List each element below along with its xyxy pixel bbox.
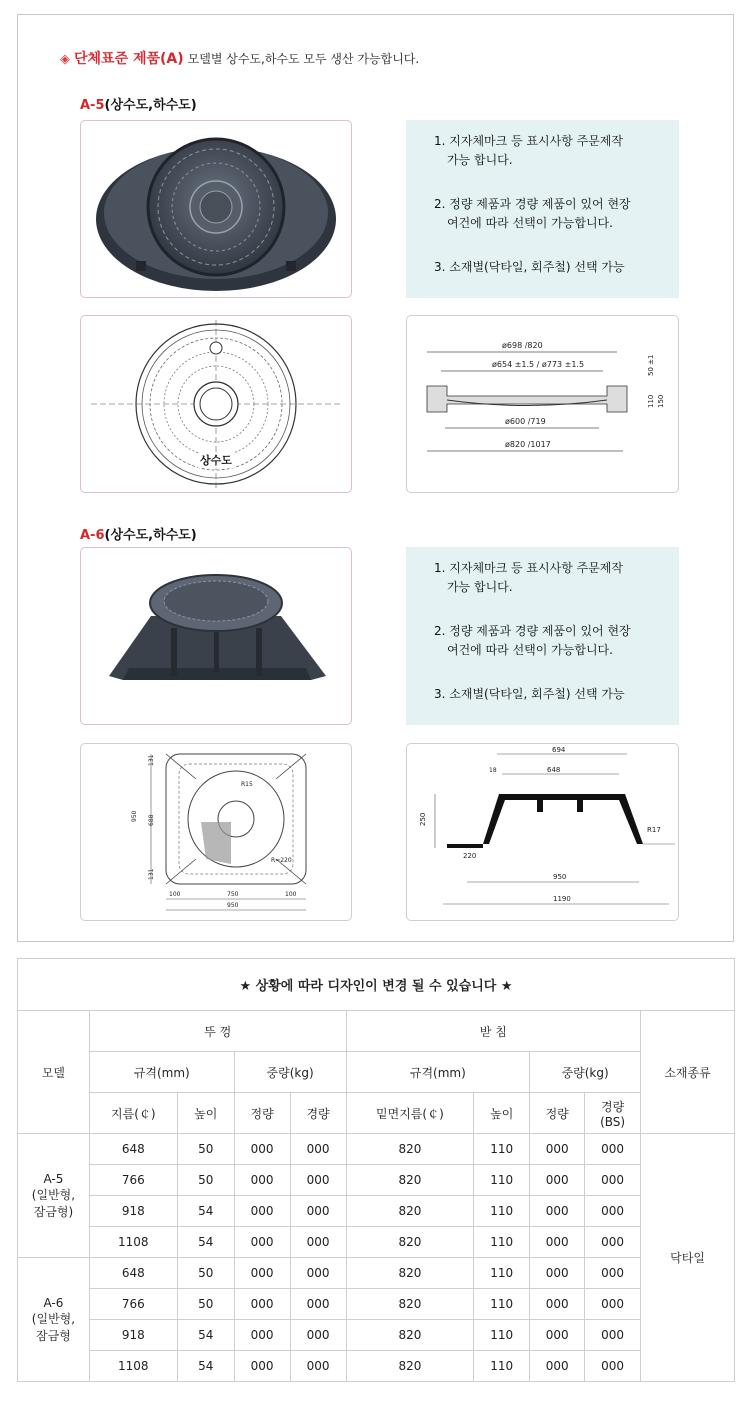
a6-section-view bbox=[406, 743, 679, 921]
a5-top-label: 상수도 bbox=[200, 454, 232, 467]
height-header: 높이 bbox=[177, 1093, 234, 1134]
a5-section-drawing bbox=[407, 316, 678, 492]
a6-title: A-6(상수도,하수도) bbox=[80, 528, 197, 543]
table-cell: 000 bbox=[585, 1351, 641, 1382]
table-cell: 000 bbox=[234, 1258, 290, 1289]
table-cell: 000 bbox=[290, 1196, 346, 1227]
table-cell: 110 bbox=[474, 1196, 530, 1227]
table-row bbox=[18, 1134, 735, 1165]
spec-table bbox=[17, 958, 735, 1382]
svg-text:950: 950 bbox=[553, 873, 567, 881]
spec-table-body bbox=[18, 1134, 735, 1382]
table-cell: 50 bbox=[177, 1289, 234, 1320]
table-cell: 110 bbox=[474, 1134, 530, 1165]
table-cell: 766 bbox=[89, 1165, 177, 1196]
seat-height-header: 높이 bbox=[474, 1093, 530, 1134]
table-cell: 000 bbox=[530, 1196, 585, 1227]
table-cell: 110 bbox=[474, 1165, 530, 1196]
a5-photo bbox=[80, 120, 352, 298]
table-cell: 54 bbox=[177, 1196, 234, 1227]
table-row bbox=[18, 1196, 735, 1227]
svg-text:R17: R17 bbox=[647, 826, 661, 834]
svg-text:50 ±1: 50 ±1 bbox=[647, 354, 655, 376]
table-cell: 918 bbox=[89, 1320, 177, 1351]
table-cell: 000 bbox=[530, 1134, 585, 1165]
a5-top-view-drawing bbox=[81, 316, 351, 492]
section-heading bbox=[60, 48, 419, 68]
heavy-header: 정량 bbox=[234, 1093, 290, 1134]
svg-text:750: 750 bbox=[227, 891, 239, 898]
table-cell: 110 bbox=[474, 1258, 530, 1289]
svg-text:110: 110 bbox=[647, 394, 655, 408]
col-model-header: 모델 bbox=[18, 1011, 90, 1134]
svg-text:694: 694 bbox=[552, 746, 566, 754]
svg-text:ø698 /820: ø698 /820 bbox=[502, 341, 543, 350]
seat-spec-header: 규격(mm) bbox=[346, 1052, 530, 1093]
table-cell: 000 bbox=[585, 1258, 641, 1289]
svg-text:18: 18 bbox=[489, 767, 497, 774]
table-cell: 000 bbox=[290, 1289, 346, 1320]
table-cell: 766 bbox=[89, 1289, 177, 1320]
a6-plan-view bbox=[80, 743, 352, 921]
table-cell: 918 bbox=[89, 1196, 177, 1227]
col-seat-header: 받 침 bbox=[346, 1011, 641, 1052]
table-cell: 000 bbox=[234, 1134, 290, 1165]
table-cell: 000 bbox=[290, 1165, 346, 1196]
svg-text:100: 100 bbox=[169, 891, 181, 898]
table-row bbox=[18, 1227, 735, 1258]
table-cell: 820 bbox=[346, 1227, 474, 1258]
table-cell: 000 bbox=[234, 1289, 290, 1320]
table-cell: 110 bbox=[474, 1289, 530, 1320]
table-row bbox=[18, 1165, 735, 1196]
light-header: 경량 bbox=[290, 1093, 346, 1134]
svg-text:ø654 ±1.5 / ø773 ±1.5: ø654 ±1.5 / ø773 ±1.5 bbox=[492, 360, 585, 369]
table-cell: 000 bbox=[290, 1134, 346, 1165]
model-cell: A-6 (일반형, 잠금형 bbox=[18, 1258, 90, 1382]
svg-text:1190: 1190 bbox=[553, 895, 571, 903]
table-cell: 000 bbox=[530, 1258, 585, 1289]
table-cell: 000 bbox=[585, 1196, 641, 1227]
table-cell: 000 bbox=[585, 1289, 641, 1320]
table-cell: 000 bbox=[585, 1134, 641, 1165]
svg-text:648: 648 bbox=[547, 766, 561, 774]
table-cell: 000 bbox=[585, 1165, 641, 1196]
a5-notes: 1. 지자체마크 등 표시사항 주문제작 가능 합니다. 2. 정량 제품과 경량 제품이 있어 현장 여건에 따라 선택이 가능합니다. 3. 소재별(닥타일, 회주철) 선택 가능 bbox=[406, 120, 679, 298]
svg-text:950: 950 bbox=[227, 902, 239, 909]
seat-heavy-header: 정량 bbox=[530, 1093, 585, 1134]
svg-text:950: 950 bbox=[131, 810, 138, 822]
table-cell: 110 bbox=[474, 1351, 530, 1382]
col-cover-header: 뚜 껑 bbox=[89, 1011, 346, 1052]
table-cell: 54 bbox=[177, 1320, 234, 1351]
svg-text:131: 131 bbox=[148, 754, 155, 766]
table-cell: 50 bbox=[177, 1134, 234, 1165]
diameter-header: 지름(￠) bbox=[89, 1093, 177, 1134]
a5-title: A-5(상수도,하수도) bbox=[80, 98, 197, 113]
table-cell: 000 bbox=[530, 1289, 585, 1320]
col-material-header: 소재종류 bbox=[641, 1011, 735, 1134]
table-cell: 000 bbox=[234, 1351, 290, 1382]
spec-table-wrapper bbox=[17, 958, 735, 1382]
heading-title: 단체표준 제품(A) bbox=[74, 51, 184, 67]
table-cell: 820 bbox=[346, 1320, 474, 1351]
table-row bbox=[18, 1258, 735, 1289]
table-cell: 1108 bbox=[89, 1227, 177, 1258]
a6-plan-drawing bbox=[81, 744, 351, 920]
heading-description: 모델별 상수도,하수도 모두 생산 가능합니다. bbox=[187, 52, 420, 66]
table-cell: 820 bbox=[346, 1258, 474, 1289]
table-cell: 000 bbox=[530, 1227, 585, 1258]
table-cell: 000 bbox=[290, 1227, 346, 1258]
table-cell: 820 bbox=[346, 1351, 474, 1382]
table-row bbox=[18, 1320, 735, 1351]
table-row bbox=[18, 1351, 735, 1382]
table-cell: 000 bbox=[585, 1320, 641, 1351]
table-cell: 54 bbox=[177, 1351, 234, 1382]
table-cell: 1108 bbox=[89, 1351, 177, 1382]
svg-text:ø600 /719: ø600 /719 bbox=[505, 417, 546, 426]
a6-section-drawing bbox=[407, 744, 678, 920]
table-cell: 000 bbox=[290, 1258, 346, 1289]
table-cell: 820 bbox=[346, 1165, 474, 1196]
table-cell: 50 bbox=[177, 1258, 234, 1289]
svg-text:R15: R15 bbox=[241, 781, 253, 788]
svg-text:R=220: R=220 bbox=[271, 857, 292, 864]
table-cell: 820 bbox=[346, 1289, 474, 1320]
table-row bbox=[18, 1289, 735, 1320]
base-diameter-header: 밑면지름(￠) bbox=[346, 1093, 474, 1134]
table-cell: 000 bbox=[585, 1227, 641, 1258]
table-cell: 820 bbox=[346, 1196, 474, 1227]
table-cell: 000 bbox=[234, 1320, 290, 1351]
svg-text:ø820 /1017: ø820 /1017 bbox=[505, 440, 551, 449]
svg-text:100: 100 bbox=[285, 891, 297, 898]
a5-top-view bbox=[80, 315, 352, 493]
table-cell: 820 bbox=[346, 1134, 474, 1165]
svg-text:150: 150 bbox=[657, 394, 665, 408]
table-cell: 110 bbox=[474, 1227, 530, 1258]
table-cell: 000 bbox=[530, 1351, 585, 1382]
table-cell: 54 bbox=[177, 1227, 234, 1258]
diamond-icon: ◈ bbox=[60, 52, 70, 67]
a5-manhole-photo-image bbox=[81, 121, 351, 297]
svg-text:131: 131 bbox=[148, 868, 155, 880]
table-cell: 000 bbox=[234, 1196, 290, 1227]
table-caption: ★ 상황에 따라 디자인이 변경 될 수 있습니다 ★ bbox=[18, 959, 735, 1011]
cover-weight-header: 중량(kg) bbox=[234, 1052, 346, 1093]
table-cell: 000 bbox=[290, 1320, 346, 1351]
table-cell: 648 bbox=[89, 1258, 177, 1289]
a5-section-view bbox=[406, 315, 679, 493]
a6-photo bbox=[80, 547, 352, 725]
a6-manhole-photo-image bbox=[81, 548, 351, 724]
table-cell: 110 bbox=[474, 1320, 530, 1351]
svg-text:688: 688 bbox=[148, 814, 155, 826]
svg-text:220: 220 bbox=[463, 852, 477, 860]
svg-text:250: 250 bbox=[419, 812, 427, 826]
model-cell: A-5 (일반형, 잠금형) bbox=[18, 1134, 90, 1258]
a6-notes: 1. 지자체마크 등 표시사항 주문제작 가능 합니다. 2. 정량 제품과 경량 제품이 있어 현장 여건에 따라 선택이 가능합니다. 3. 소재별(닥타일, 회주철) 선택 가능 bbox=[406, 547, 679, 725]
table-cell: 50 bbox=[177, 1165, 234, 1196]
table-cell: 000 bbox=[234, 1165, 290, 1196]
table-cell: 000 bbox=[234, 1227, 290, 1258]
table-cell: 000 bbox=[290, 1351, 346, 1382]
table-cell: 000 bbox=[530, 1165, 585, 1196]
seat-light-header: 경량 (BS) bbox=[585, 1093, 641, 1134]
table-cell: 648 bbox=[89, 1134, 177, 1165]
seat-weight-header: 중량(kg) bbox=[530, 1052, 641, 1093]
cover-spec-header: 규격(mm) bbox=[89, 1052, 234, 1093]
table-cell: 000 bbox=[530, 1320, 585, 1351]
material-cell: 닥타일 bbox=[641, 1134, 735, 1382]
